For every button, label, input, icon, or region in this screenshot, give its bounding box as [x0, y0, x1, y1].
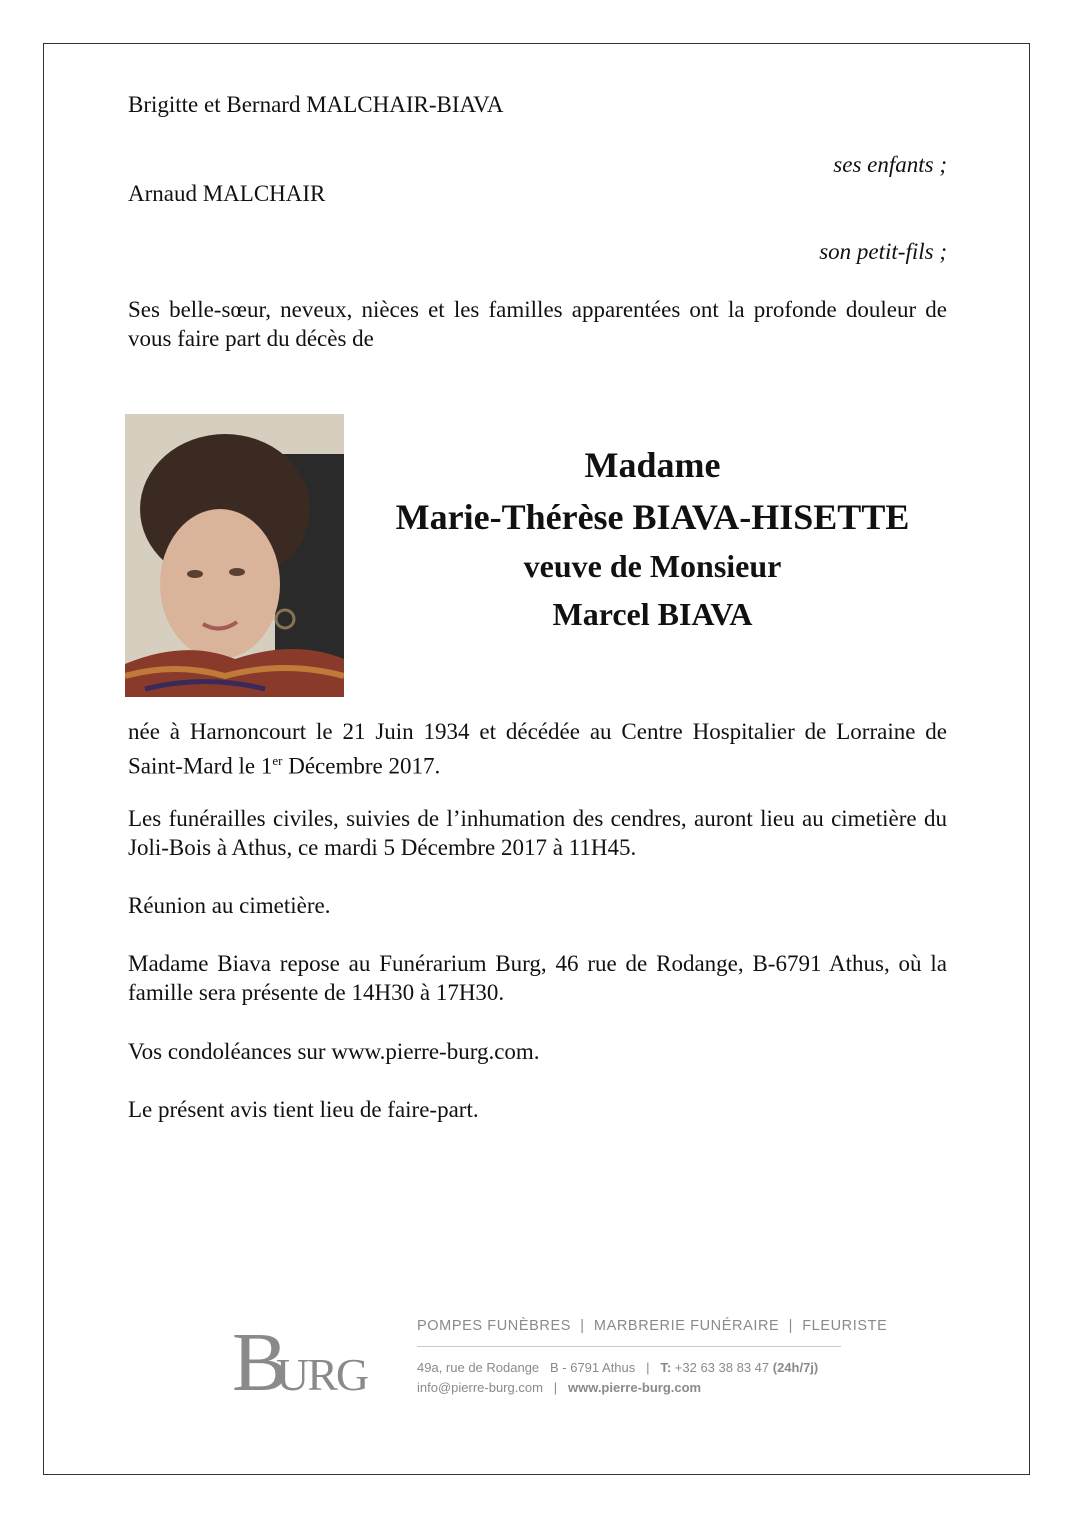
children-names: Brigitte et Bernard MALCHAIR-BIAVA: [128, 92, 504, 117]
birth-death-paragraph: née à Harnoncourt le 21 Juin 1934 et décédée au Centre Hospitalier de Lorraine de Saint-Mard le 1er Décembre 2017.: [128, 719, 947, 779]
footer-divider: [417, 1346, 841, 1347]
deceased-name: Marie-Thérèse BIAVA-HISETTE: [395, 497, 910, 537]
services-tagline: POMPES FUNÈBRES | MARBRERIE FUNÉRAIRE | FLEURISTE: [417, 1318, 888, 1334]
funeral-paragraph: Les funérailles civiles, suivies de l’inhumation des cendres, auront lieu au cimetière du Joli-Bois à Athus, ce mardi 5 Décembre 2017 à 11H45.: [128, 806, 947, 860]
notice-paragraph: Le présent avis tient lieu de faire-part.: [128, 1097, 479, 1122]
portrait-photo: [125, 414, 344, 697]
gathering-paragraph: Réunion au cimetière.: [128, 893, 331, 918]
grandson-role: son petit-fils ;: [819, 239, 947, 264]
svg-text:URG: URG: [276, 1349, 368, 1398]
contact-line: info@pierre-burg.com | www.pierre-burg.com: [417, 1380, 702, 1395]
website-link[interactable]: www.pierre-burg.com: [567, 1380, 702, 1395]
svg-text:B: B: [232, 1318, 289, 1398]
burg-logo: [232, 1318, 377, 1398]
resting-paragraph: Madame Biava repose au Funérarium Burg, 46 rue de Rodange, B-6791 Athus, où la famille sera présente de 14H30 à 17H30.: [128, 951, 947, 1005]
widow-of-label: veuve de Monsieur: [523, 548, 782, 584]
address-line: 49a, rue de Rodange B - 6791 Athus | T: +32 63 38 83 47 (24h/7j): [417, 1360, 819, 1375]
spouse-name: Marcel BIAVA: [552, 596, 753, 632]
condolences-paragraph: Vos condoléances sur www.pierre-burg.com.: [128, 1039, 540, 1064]
grandson-name: Arnaud MALCHAIR: [128, 181, 326, 206]
announcement-intro: Ses belle-sœur, neveux, nièces et les familles apparentées ont la profonde douleur de vous faire part du décès de: [128, 297, 947, 351]
children-role: ses enfants ;: [833, 152, 947, 177]
deceased-title: Madame: [584, 445, 721, 485]
